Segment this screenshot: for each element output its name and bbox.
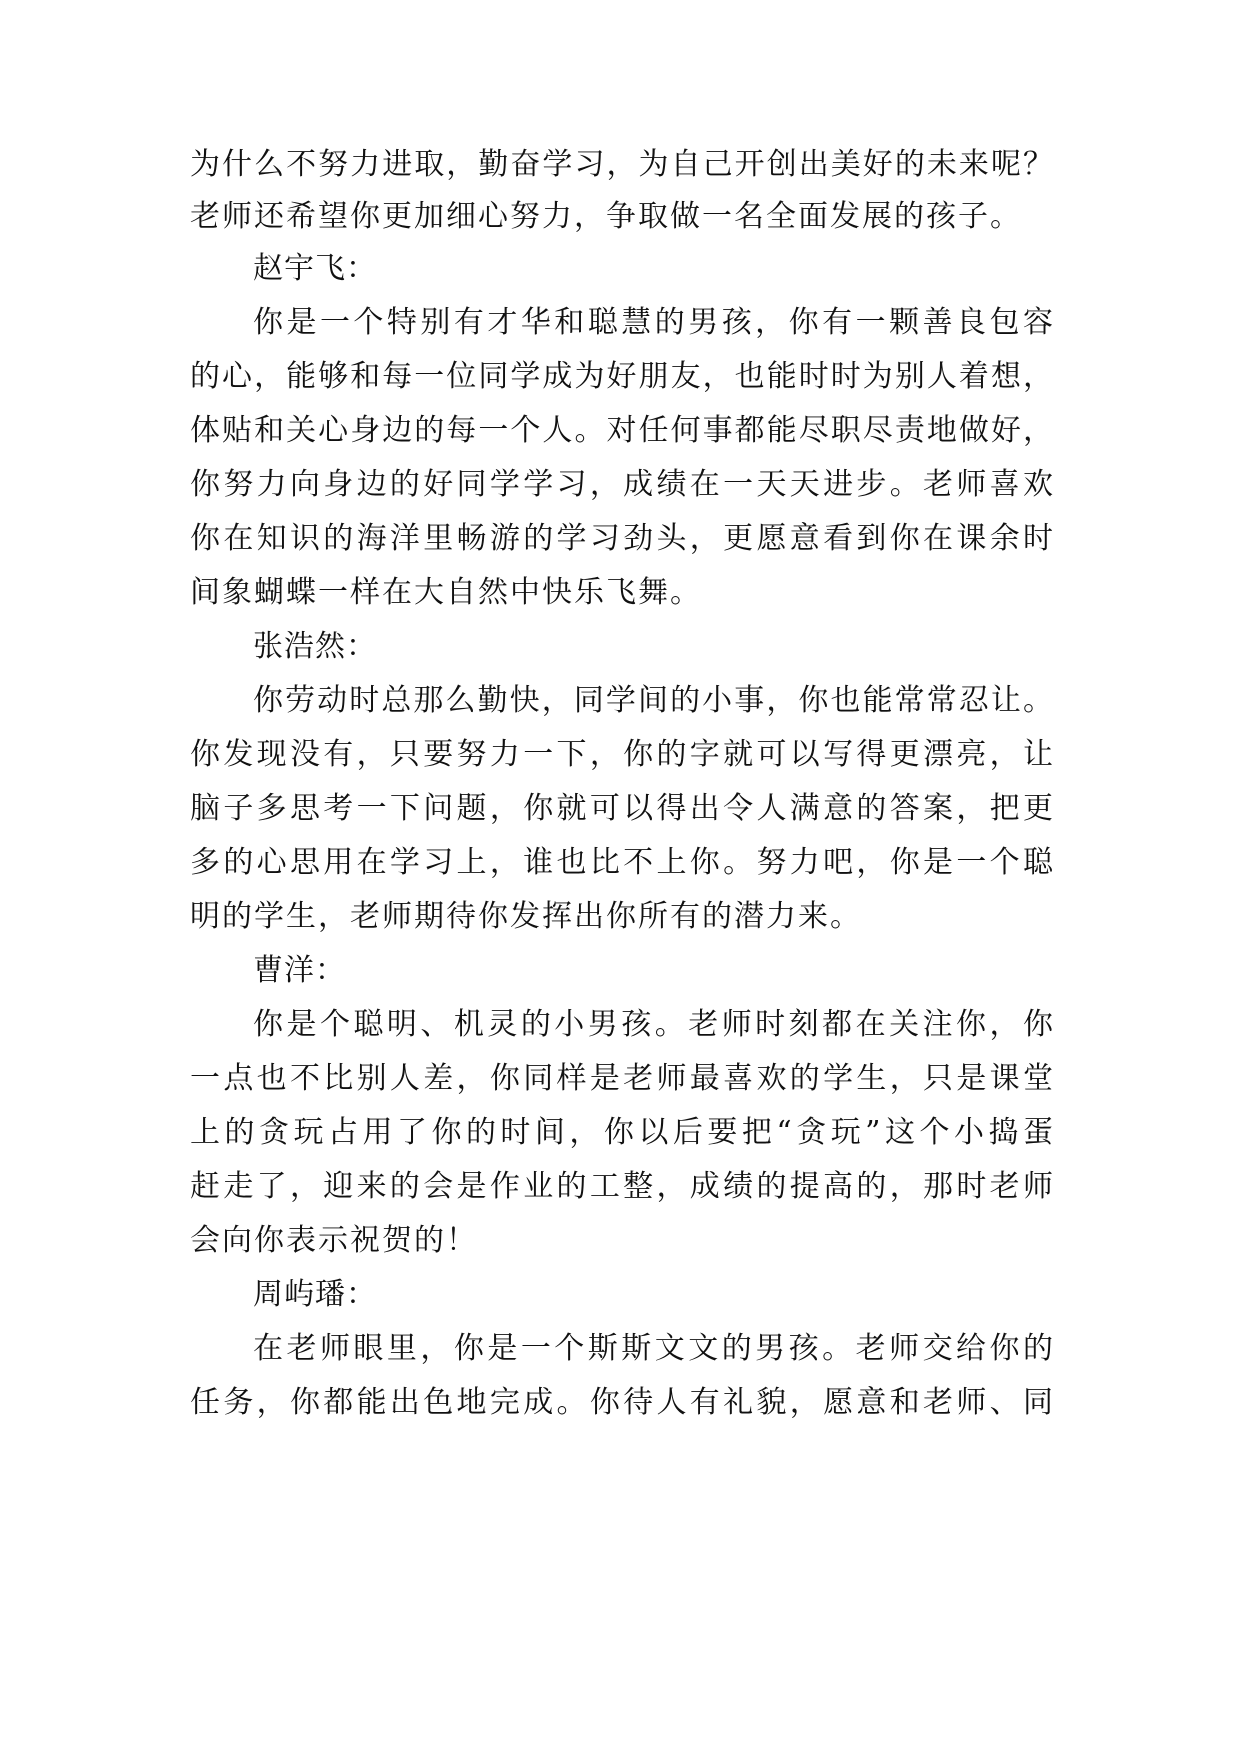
text-line: 体贴和关心身边的每一个人。对任何事都能尽职尽责地做好， <box>190 413 1055 448</box>
text-line: 的心，能够和每一位同学成为好朋友，也能时时为别人着想， <box>190 359 1055 394</box>
text-line: 你在知识的海洋里畅游的学习劲头，更愿意看到你在课余时 <box>190 521 1055 556</box>
student-name-heading: 张浩然： <box>253 629 377 664</box>
text-line: 你努力向身边的好同学学习，成绩在一天天进步。老师喜欢 <box>190 467 1055 502</box>
student-name-heading: 曹洋： <box>253 953 346 988</box>
text-line: 上的贪玩占用了你的时间，你以后要把“贪玩”这个小捣蛋 <box>190 1115 1055 1150</box>
paragraph-first-line: 在老师眼里，你是一个斯斯文文的男孩。老师交给你的 <box>253 1331 1055 1366</box>
text-line: 任务，你都能出色地完成。你待人有礼貌，愿意和老师、同 <box>190 1385 1055 1420</box>
text-line: 明的学生，老师期待你发挥出你所有的潜力来。 <box>190 899 862 934</box>
text-line: 会向你表示祝贺的！ <box>190 1223 478 1258</box>
text-line: 赶走了，迎来的会是作业的工整，成绩的提高的，那时老师 <box>190 1169 1055 1204</box>
paragraph-first-line: 你是个聪明、机灵的小男孩。老师时刻都在关注你，你 <box>253 1007 1055 1042</box>
text-line: 多的心思用在学习上，谁也比不上你。努力吧，你是一个聪 <box>190 845 1055 880</box>
paragraph-first-line: 你是一个特别有才华和聪慧的男孩，你有一颗善良包容 <box>253 305 1055 340</box>
text-line: 间象蝴蝶一样在大自然中快乐飞舞。 <box>190 575 702 610</box>
student-name-heading: 赵宇飞： <box>253 251 377 286</box>
student-name-heading: 周屿璠： <box>253 1277 377 1312</box>
text-line: 一点也不比别人差，你同样是老师最喜欢的学生，只是课堂 <box>190 1061 1055 1096</box>
text-line: 你发现没有，只要努力一下，你的字就可以写得更漂亮，让 <box>190 737 1055 772</box>
paragraph-first-line: 你劳动时总那么勤快，同学间的小事，你也能常常忍让。 <box>253 683 1055 718</box>
text-line: 老师还希望你更加细心努力，争取做一名全面发展的孩子。 <box>190 199 1022 234</box>
text-line: 脑子多思考一下问题，你就可以得出令人满意的答案，把更 <box>190 791 1055 826</box>
text-line: 为什么不努力进取，勤奋学习，为自己开创出美好的未来呢？ <box>190 147 1055 182</box>
